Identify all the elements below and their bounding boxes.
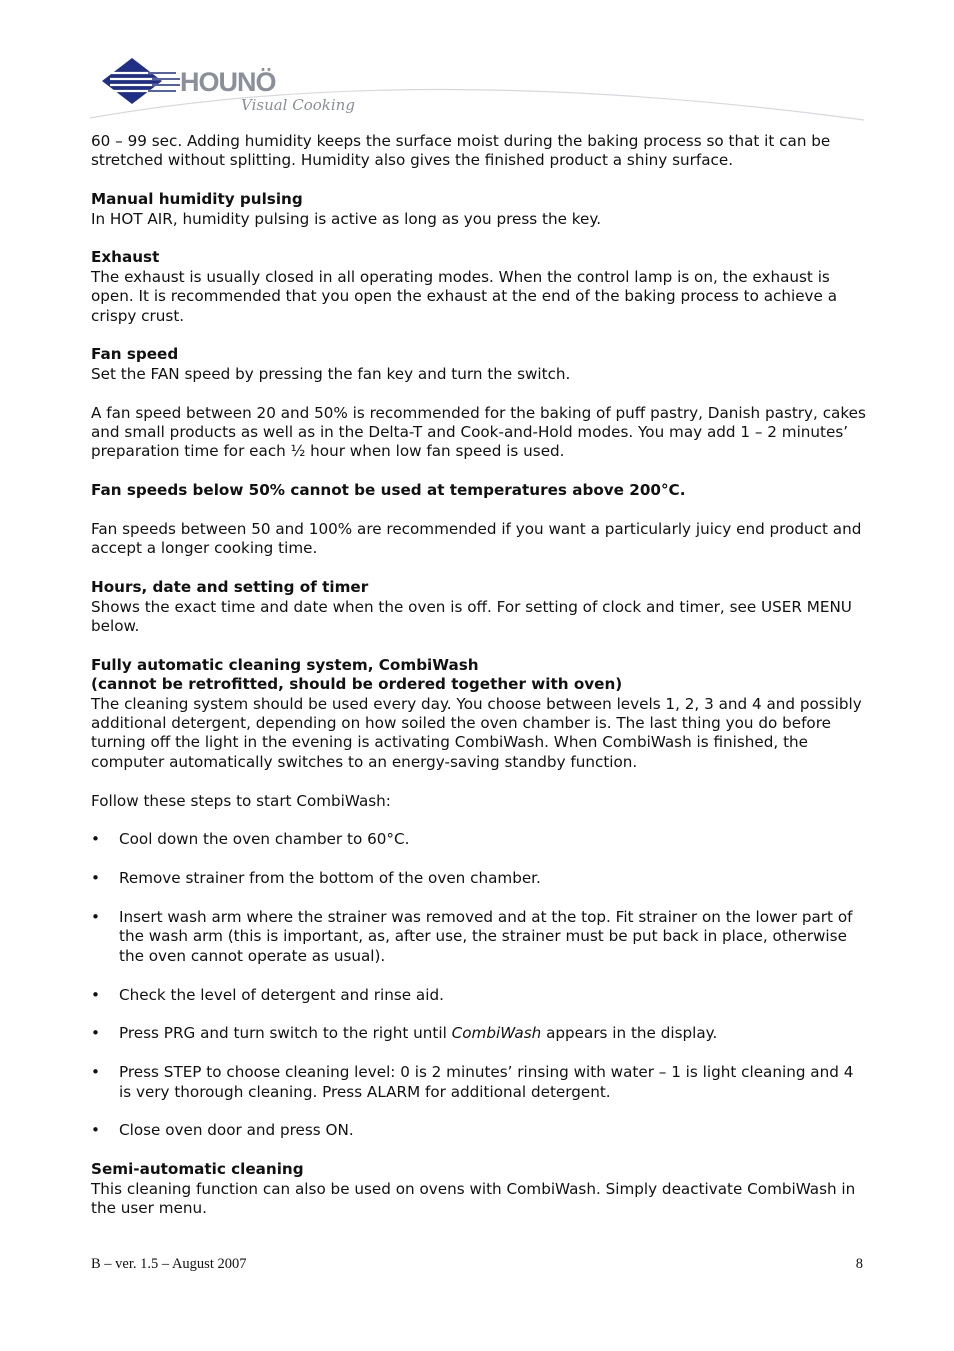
timer-text: Shows the exact time and date when the oven is off. For setting of clock and timer, see USER MENU below. — [91, 597, 852, 636]
exhaust-text: The exhaust is usually closed in all operating modes. When the control lamp is on, the exhaust is open. It is recommended that you open the exhaust at the end of the baking process to achieve a crispy crust. — [91, 267, 838, 325]
logo-tagline-text: Visual Cooking — [241, 96, 355, 114]
footer-version: B – ver. 1.5 – August 2007 — [91, 1256, 247, 1272]
fan-speed-heading: Fan speed — [91, 345, 179, 364]
combiwash-heading: Fully automatic cleaning system, CombiWash — [91, 655, 479, 674]
list-item: • Close oven door and press ON. — [91, 1121, 354, 1140]
fan-speed-text-1: Set the FAN speed by pressing the fan key and turn the switch. — [91, 364, 571, 383]
fan-speed-text-3: Fan speeds between 50 and 100% are recommended if you want a particularly juicy end product and accept a longer cooking time. — [91, 520, 862, 558]
page-number: 8 — [855, 1256, 863, 1272]
combiwash-steps-list — [91, 830, 867, 1140]
combiwash-display-text: CombiWash — [451, 1024, 542, 1043]
combiwash-subheading: (cannot be retrofitted, should be ordered together with oven) — [91, 675, 623, 694]
list-item: • Remove strainer from the bottom of the oven chamber. — [91, 869, 541, 888]
list-item: • Insert wash arm where the strainer was removed and at the top. Fit strainer on the lower part of the wash arm (this is important, as, after use, the strainer must be put back in place, otherwise the oven cannot operate as usual). — [91, 908, 853, 965]
semi-auto-text: This cleaning function can also be used on ovens with CombiWash. Simply deactivate CombiWash in the user menu. — [91, 1179, 856, 1218]
bullet-icon: • — [91, 1063, 100, 1082]
logo-brand-text: HOUNÖ — [180, 67, 276, 97]
semi-auto-heading: Semi-automatic cleaning — [91, 1160, 304, 1179]
timer-heading: Hours, date and setting of timer — [91, 578, 369, 597]
page-header — [88, 50, 868, 130]
bullet-icon: • — [91, 1121, 100, 1140]
list-item: • Check the level of detergent and rinse aid. — [91, 985, 444, 1004]
bullet-icon: • — [91, 1024, 100, 1043]
combiwash-text: The cleaning system should be used every day. You choose between levels 1, 2, 3 and 4 and possibly additional detergent, depending on how soiled the oven chamber is. The last thing you do before turning off the light in the evening is activating CombiWash. When CombiWash is finished, the computer automatically switches to an energy-saving standby function. — [91, 694, 862, 771]
list-item: • Press STEP to choose cleaning level: 0 is 2 minutes’ rinsing with water – 1 is light cleaning and 4 is very thorough cleaning. Press ALARM for additional detergent. — [91, 1063, 854, 1101]
bullet-icon: • — [91, 869, 100, 888]
bullet-icon: • — [91, 985, 100, 1004]
page-footer — [91, 1256, 863, 1273]
hauno-logo — [88, 50, 868, 130]
manual-humidity-heading: Manual humidity pulsing — [91, 190, 303, 209]
intro-paragraph: 60 – 99 sec. Adding humidity keeps the surface moist during the baking process so that it can be stretched without splitting. Humidity also gives the finished product a shiny surface. — [91, 132, 831, 170]
logo-diamond-icon — [102, 58, 162, 104]
exhaust-heading: Exhaust — [91, 248, 160, 267]
bullet-icon: • — [91, 830, 100, 849]
list-item: • Press PRG and turn switch to the right until CombiWash appears in the display. — [91, 1024, 718, 1043]
fan-speed-text-2: A fan speed between 20 and 50% is recommended for the baking of puff pastry, Danish pastry, cakes and small products as well as in the Delta-T and Cook-and-Hold modes. You may add 1 – 2 minutes’ preparation time for each ½ hour when low fan speed is used. — [91, 403, 866, 461]
combiwash-steps-intro: Follow these steps to start CombiWash: — [91, 791, 391, 810]
manual-humidity-text: In HOT AIR, humidity pulsing is active as long as you press the key. — [91, 209, 602, 228]
document-body — [91, 132, 867, 1218]
bullet-icon: • — [91, 908, 100, 927]
list-item: • Cool down the oven chamber to 60°C. — [91, 830, 410, 849]
fan-speed-warning: Fan speeds below 50% cannot be used at temperatures above 200°C. — [91, 481, 686, 500]
